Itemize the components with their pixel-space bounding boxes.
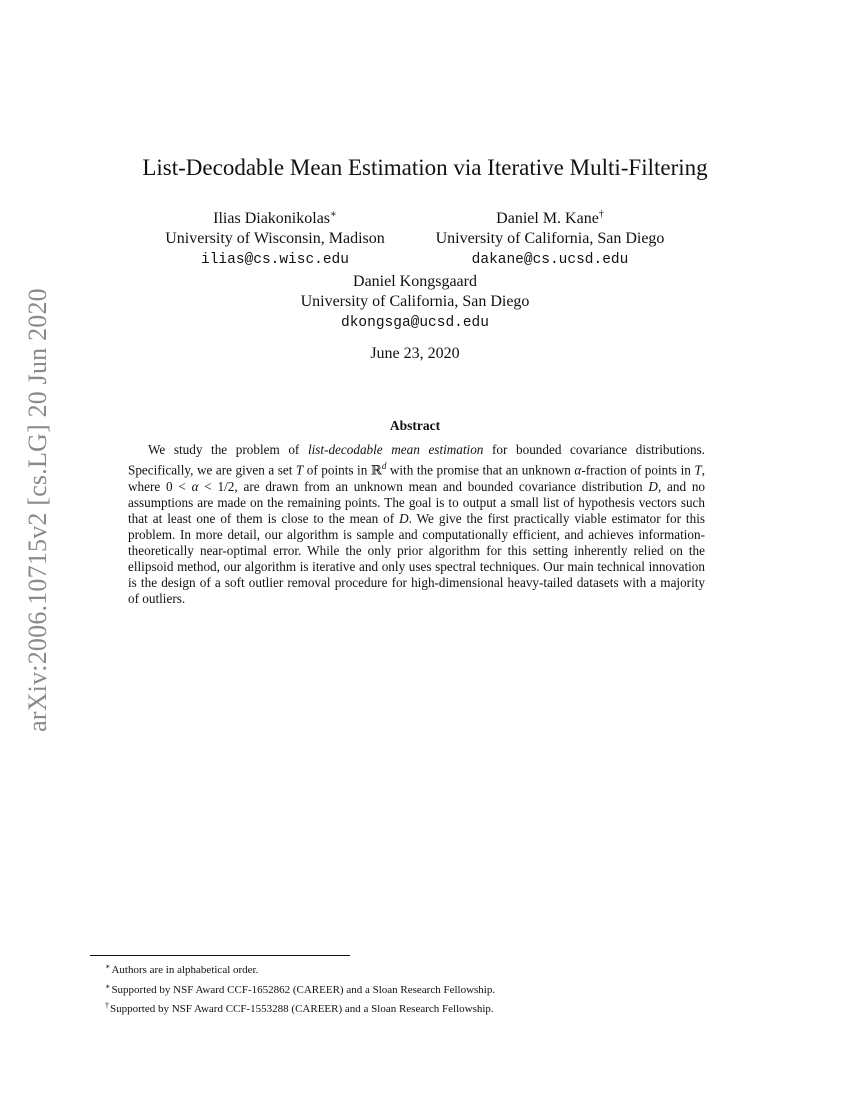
- author-email[interactable]: ilias@cs.wisc.edu: [201, 252, 349, 268]
- author-block-3: [280, 272, 550, 333]
- author-name: Daniel Kongsgaard: [353, 273, 477, 290]
- author-email[interactable]: dakane@cs.ucsd.edu: [471, 252, 629, 268]
- footnote-3: †Supported by NSF Award CCF-1553288 (CAREER) and a Sloan Research Fellowship.: [105, 1001, 494, 1015]
- author-block-2: [425, 205, 675, 270]
- paper-title: List-Decodable Mean Estimation via Iterative Multi-Filtering: [142, 155, 708, 180]
- author-block-1: [150, 205, 400, 270]
- publication-date: June 23, 2020: [370, 345, 460, 362]
- author-email[interactable]: dkongsga@ucsd.edu: [341, 315, 489, 331]
- author-affiliation: University of California, San Diego: [300, 293, 530, 310]
- footnote-1: ∗Authors are in alphabetical order.: [105, 962, 259, 976]
- author-name: Ilias Diakonikolas∗: [213, 209, 337, 227]
- arxiv-identifier-stamp: arXiv:2006.10715v2 [cs.LG] 20 Jun 2020: [23, 288, 52, 732]
- footnote-separator: [90, 955, 350, 956]
- footnotes: [105, 959, 495, 1018]
- author-affiliation: University of California, San Diego: [435, 230, 665, 247]
- author-name: Daniel M. Kane†: [496, 209, 604, 227]
- abstract-heading: Abstract: [389, 418, 441, 433]
- footnote-2: ∗Supported by NSF Award CCF-1652862 (CAREER) and a Sloan Research Fellowship.: [105, 981, 496, 996]
- abstract-text: We study the problem of list-decodable mean estimation for bounded covariance distributions. Specifically, we are given a set T of points in ℝ$^d$ with the promise that an unknown α-fraction of points in T, where 0 < α < 1/2, are drawn from an unknown mean and bounded covariance distribution D, and no assumptions are made on the remaining points. The goal is to output a small list of hypothesis vectors such that at least one of them is close to the mean of D. We give the first practically viable estimator for this problem. In more detail, our algorithm is sample and computationally efficient, and achieves information-theoretically near-optimal error. While the only prior algorithm for this setting inherently relied on the ellipsoid method, our algorithm is iterative and only uses spectral techniques. Our main technical innovation is the design of a soft outlier removal procedure for high-dimensional heavy-tailed datasets with a majority of outliers.: [128, 442, 706, 607]
- author-affiliation: University of Wisconsin, Madison: [165, 230, 385, 247]
